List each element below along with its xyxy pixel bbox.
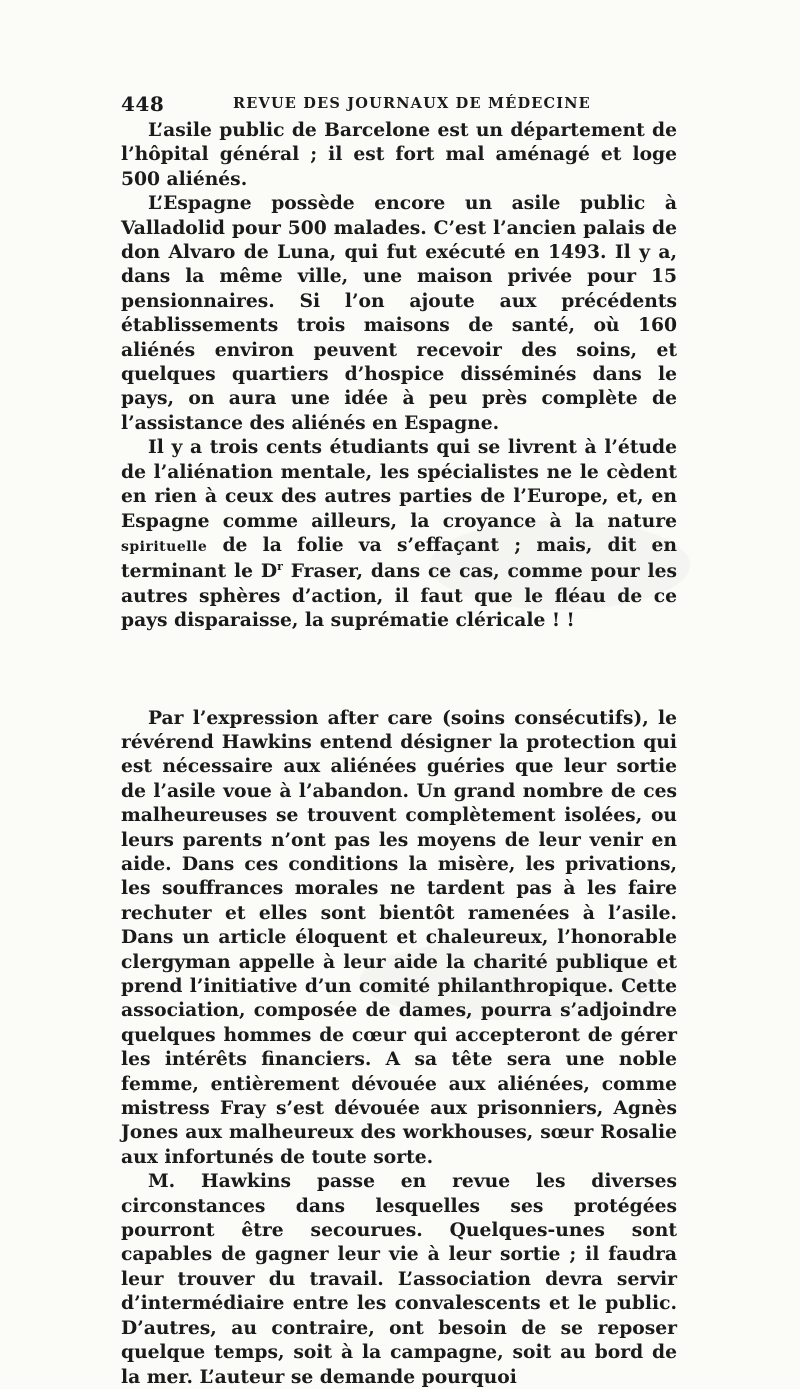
smallcaps-word: spirituelle: [121, 538, 208, 555]
paragraph-barcelone: [121, 118, 677, 191]
paragraph-hawkins: [121, 1169, 677, 1389]
page-header: [121, 92, 677, 118]
section-gap: [121, 633, 677, 706]
superscript: r: [277, 560, 283, 574]
paragraph-text: L’asile public de Barcelone est un département de l’hôpital général ; il est fort mal aménagé et loge 500 aliénés.: [121, 119, 677, 190]
page-number: 448: [121, 92, 165, 116]
paragraph-after-care: [121, 706, 677, 1170]
paragraph-etudiants: [121, 435, 677, 632]
paragraph-text: Par l’expression after care (soins consécutifs), le révérend Hawkins entend désigner la protection qui est nécessaire aux aliénées guéries que leur sortie de l’asile voue à l’abandon. Un grand nombre de ces malheureuses se trouvent complètement isolées, ou leurs parents n’ont pas les moyens de leur venir en aide. Dans ces conditions la misère, les privations, les souffrances morales ne tardent pas à les faire rechuter et elles sont bientôt ramenées à l’asile. Dans un article éloquent et chaleureux, l’honorable clergyman appelle à leur aide la charité publique et prend l’initiative d’un comité philanthropique. Cette association, composée de dames, pourra s’adjoindre quelques hommes de cœur qui accepteront de gérer les intérêts financiers. A sa tête sera une noble femme, entièrement dévouée aux aliénées, comme mistress Fray s’est dévouée aux prisonniers, Agnès Jones aux malheureux des workhouses, sœur Rosalie aux infortunés de toute sorte.: [121, 706, 677, 1168]
paragraph-text: M. Hawkins passe en revue les diverses circonstances dans lesquelles ses protégées pourront être secourues. Quelques-unes sont capables de gagner leur vie à leur sortie ; il faudra leur trouver du travail. L’association devra servir d’intermédiaire entre les convalescents et le public. D’autres, au contraire, ont besoin de se reposer quelque temps, soit à la campagne, soit au bord de la mer. L’auteur se demande pourquoi: [121, 1170, 677, 1388]
paragraph-espagne: [121, 191, 677, 435]
paragraph-text: de la folie va s’effaçant ; mais, dit en terminant le D: [121, 533, 677, 583]
running-title: REVUE DES JOURNAUX DE MÉDECINE: [233, 95, 591, 112]
paragraph-text: Fraser, dans ce cas, comme pour les autres sphères d’action, il faut que le fléau de ce pays disparaisse, la suprématie cléricale ! !: [121, 560, 677, 632]
paragraph-text: L’Espagne possède encore un asile public à Valladolid pour 500 malades. C’est l’ancien palais de don Alvaro de Luna, qui fut exécuté en 1493. Il y a, dans la même ville, une maison privée pour 15 pensionnaires. Si l’on ajoute aux précédents établissements trois maisons de santé, où 160 aliénés environ peuvent recevoir des soins, et quelques quartiers d’hospice disséminés dans le pays, on aura une idée à peu près complète de l’assistance des aliénés en Espagne.: [121, 192, 677, 434]
paragraph-text: Il y a trois cents étudiants qui se livrent à l’étude de l’aliénation mentale, les spécialistes ne le cèdent en rien à ceux des autres parties de l’Europe, et, en Espagne comme ailleurs, la croyance à la nature: [121, 436, 677, 532]
book-page: [121, 92, 677, 1389]
